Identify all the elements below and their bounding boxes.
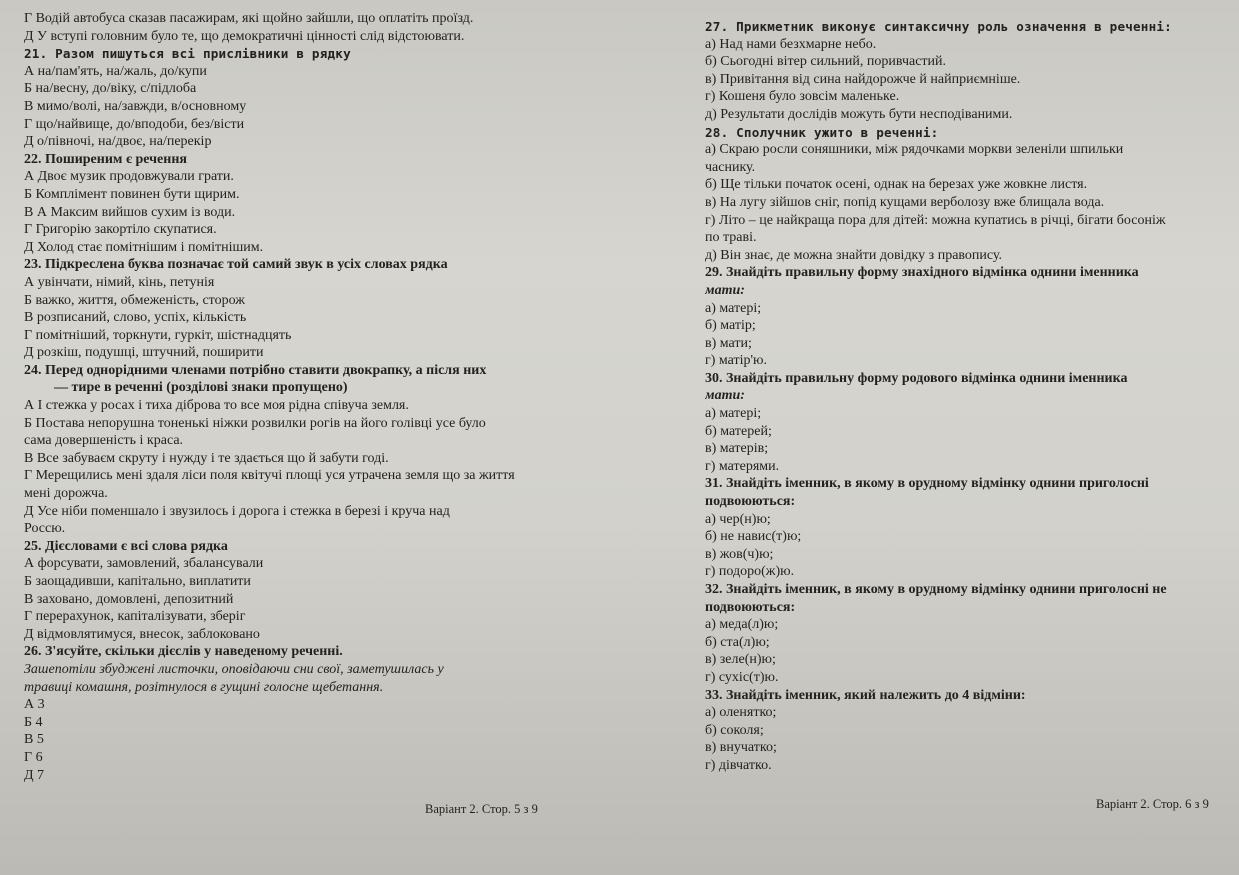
text-line: Г Григорію закортіло скупатися. <box>24 222 217 238</box>
text-line: В розписаний, слово, успіх, кількість <box>24 310 247 326</box>
question-line: 23. Підкреслена буква позначає той самий звук в усіх словах рядка <box>24 257 448 273</box>
text-line: д) Він знає, де можна знайти довідку з правопису. <box>705 247 1003 263</box>
question-line: 32. Знайдіть іменник, в якому в орудному відмінку однини приголосні не <box>705 582 1167 597</box>
page-6-column <box>705 18 1230 775</box>
question-line: 25. Дієсловами є всі слова рядка <box>24 538 228 554</box>
question-line: 21. Разом пишуться всі прислівники в рядку <box>24 46 351 62</box>
question-line: 31. Знайдіть іменник, в якому в орудному відмінку однини приголосні <box>705 476 1149 492</box>
text-line: Д Холод стає помітнішим і помітнішим. <box>24 239 264 255</box>
text-line: Г що/найвище, до/вподоби, без/вісти <box>24 116 245 132</box>
text-line: мати: <box>705 388 745 404</box>
text-line: б) соколя; <box>705 722 764 738</box>
page-footer-right: Варіант 2. Стор. 6 з 9 <box>1096 797 1209 811</box>
text-line: мати: <box>705 282 745 298</box>
text-line: б) матір; <box>705 318 756 334</box>
text-line: А увінчати, німий, кінь, петунія <box>24 274 215 290</box>
text-line: А 3 <box>24 697 45 713</box>
text-line: в) зеле(н)ю; <box>705 652 776 668</box>
question-line: подвоюються: <box>705 494 796 510</box>
text-line: в) мати; <box>705 335 752 351</box>
page-footer-left: Варіант 2. Стор. 5 з 9 <box>425 802 538 816</box>
text-line: Б важко, життя, обмеженість, сторож <box>24 292 245 308</box>
text-line: Г Мерещились мені здаля ліси поля квітучі площі уся утрачена земля що за життя <box>24 468 515 484</box>
text-line: а) Скраю росли соняшники, між рядочками моркви зеленіли шпильки <box>705 142 1124 158</box>
text-line: А Двоє музик продовжували грати. <box>24 169 234 185</box>
text-line: часнику. <box>705 159 756 175</box>
text-line: Б 4 <box>24 714 43 730</box>
text-line: В 5 <box>24 732 44 748</box>
text-line: сама довершеність і краса. <box>24 433 184 449</box>
text-line: в) На лугу зійшов сніг, попід кущами верболозу вже блищала вода. <box>705 194 1105 210</box>
text-line: г) подоро(ж)ю. <box>705 564 795 580</box>
question-line: 26. З'ясуйте, скільки дієслів у наведеному реченні. <box>24 644 343 660</box>
text-line: г) сухіс(т)ю. <box>705 669 779 685</box>
text-line: Д У вступі головним було те, що демократичні цінності слід відстоювати. <box>24 28 465 44</box>
question-line: 22. Поширеним є речення <box>24 151 187 167</box>
question-line: подвоюються: <box>705 599 796 615</box>
question-line: 30. Знайдіть правильну форму родового відмінка однини іменника <box>705 370 1128 386</box>
text-line: В Все забуваєм скруту і нужду і те здається що й забути годі. <box>24 450 389 466</box>
question-line: 24. Перед однорідними членами потрібно ставити двокрапку, а після них <box>24 362 487 378</box>
text-line: Г помітніший, торкнути, гуркіт, шістнадцять <box>24 327 292 343</box>
text-line: г) матерями. <box>705 458 780 474</box>
text-line: а) матері; <box>705 406 762 422</box>
text-line: Г перерахунок, капіталізувати, зберіг <box>24 609 246 625</box>
text-line: г) Літо – це найкраща пора для дітей: можна купатись в річці, бігати босоніж <box>705 212 1166 228</box>
text-line: Д о/півночі, на/двоє, на/перекір <box>24 134 212 150</box>
question-line: 33. Знайдіть іменник, який належить до 4 відміни: <box>705 687 1026 703</box>
text-line: в) матерів; <box>705 441 769 457</box>
text-line: в) жов(ч)ю; <box>705 546 774 562</box>
text-line: Д 7 <box>24 767 45 783</box>
text-line: б) матерей; <box>705 423 772 439</box>
text-line: д) Результати дослідів можуть бути несподіваними. <box>705 106 1013 122</box>
text-line: б) не навис(т)ю; <box>705 529 802 545</box>
text-line: б) Ще тільки початок осені, однак на березах уже жовкне листя. <box>705 177 1088 193</box>
text-line: Б Комплімент повинен бути щирим. <box>24 186 240 202</box>
text-line: г) Кошеня було зовсім маленьке. <box>705 89 900 105</box>
text-line: травиці комашня, розітнулося в гущині голосне щебетання. <box>24 679 384 695</box>
text-line: А І стежка у росах і тиха діброва то все моя рідна співуча земля. <box>24 398 409 414</box>
text-line: а) чер(н)ю; <box>705 511 771 527</box>
text-line: б) ста(л)ю; <box>705 634 770 650</box>
text-line: а) Над нами безхмарне небо. <box>705 36 877 52</box>
text-line: Г 6 <box>24 749 43 765</box>
text-line: г) дівчатко. <box>705 757 772 773</box>
question-line: — тире в реченні (розділові знаки пропущено) <box>54 380 348 396</box>
text-line: В А Максим вийшов сухим із води. <box>24 204 236 220</box>
text-line: а) меда(л)ю; <box>705 617 779 633</box>
question-line: 28. Сполучник ужито в реченні: <box>705 124 939 140</box>
text-line: а) оленятко; <box>705 705 777 721</box>
text-line: В мимо/волі, на/завжди, в/основному <box>24 98 247 114</box>
text-line: Б на/весну, до/віку, с/підлоба <box>24 81 197 97</box>
text-line: б) Сьогодні вітер сильний, поривчастий. <box>705 54 947 70</box>
text-line: Д розкіш, подушці, штучний, поширити <box>24 345 264 361</box>
text-line: Д відмовлятимуся, внесок, заблоковано <box>24 626 260 642</box>
text-line: Д Усе ніби поменшало і звузилось і дорога і стежка в березі і круча над <box>24 503 450 519</box>
text-line: А на/пам'ять, на/жаль, до/купи <box>24 63 207 79</box>
text-line: мені дорожча. <box>24 486 108 502</box>
text-line: Б Постава непорушна тоненькі ніжки розвилки рогів на його голівці усе було <box>24 415 486 431</box>
text-line: Зашепотіли збуджені листочки, оповідаючи сни свої, заметушилась у <box>24 661 444 677</box>
text-line: по траві. <box>705 230 757 246</box>
text-line: в) Привітання від сина найдорожче й найприємніше. <box>705 71 1021 87</box>
text-line: А форсувати, замовлений, збалансували <box>24 556 264 572</box>
question-line: 29. Знайдіть правильну форму знахідного відмінка однини іменника <box>705 265 1139 281</box>
text-line: а) матері; <box>705 300 762 316</box>
text-line: Б заощадивши, капітально, виплатити <box>24 574 251 589</box>
text-line: Г Водій автобуса сказав пасажирам, які щойно зайшли, що оплатіть проїзд. <box>24 11 474 26</box>
question-line: 27. Прикметник виконує синтаксичну роль означення в реченні: <box>705 19 1172 34</box>
text-line: Россю. <box>24 521 66 537</box>
text-line: г) матір'ю. <box>705 353 768 369</box>
text-line: В заховано, домовлені, депозитний <box>24 591 234 607</box>
page-5-column <box>24 10 584 784</box>
text-line: в) внучатко; <box>705 740 777 756</box>
